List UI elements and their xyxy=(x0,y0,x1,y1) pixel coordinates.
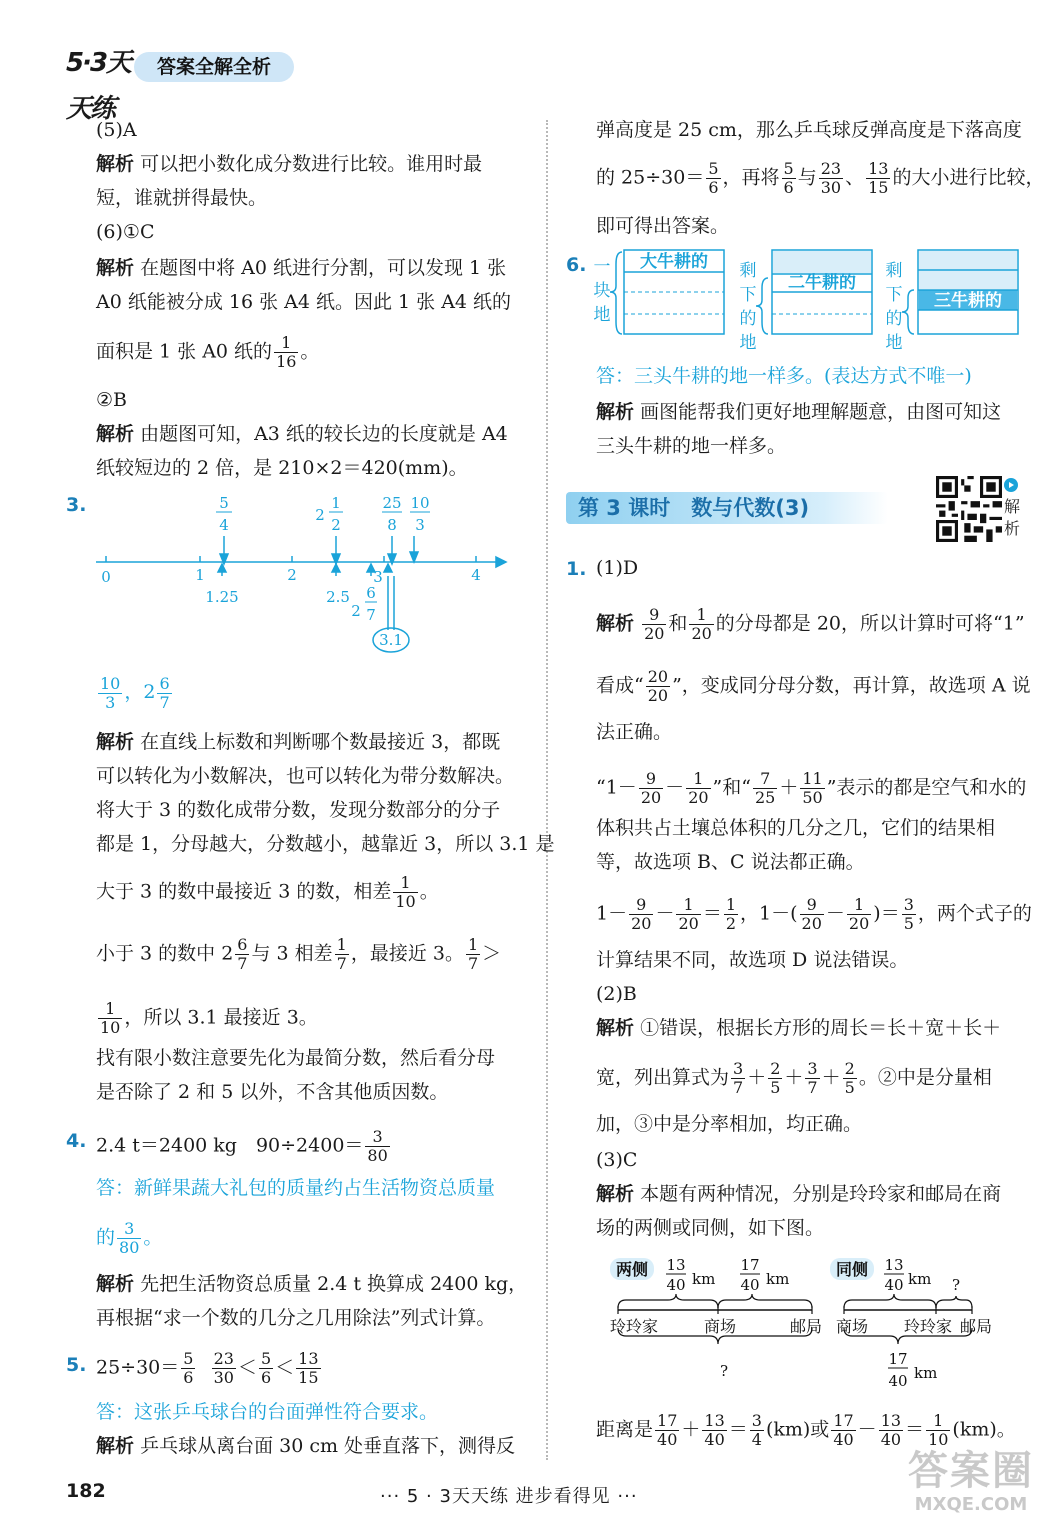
text: ①错误，根据长方形的周长＝长＋宽＋长＋ xyxy=(640,1017,1002,1039)
answer-3: $\frac{10}{3}$ ，2 $\frac{6}{7}$ xyxy=(100,673,170,712)
text: 在题图中将 A0 纸进行分割，可以发现 1 张 xyxy=(140,257,507,279)
analysis-2-5-l1 xyxy=(96,152,482,176)
header-title: 答案全解全析 xyxy=(134,52,294,82)
text: 乒乓球从离台面 30 cm 处垂直落下，测得反 xyxy=(140,1435,516,1457)
side-text: 下 xyxy=(739,285,757,305)
analysis-2-6-l1 xyxy=(96,256,506,280)
fraction: $\frac{5}{6}$ xyxy=(708,159,719,197)
footer-slogan: ··· 5 · 3天天练 进步看得见 ··· xyxy=(380,1486,638,1507)
analysis-3-l2: 可以转化为小数解决，也可以转化为带分数解决。 xyxy=(96,765,515,787)
label-10-3-d: 3 xyxy=(415,516,425,534)
side-text: 剩 xyxy=(739,261,757,281)
analysis-1-l8: 计算结果不同，故选项 D 说法错误。 xyxy=(596,949,909,971)
frac-n: 17 xyxy=(740,1256,760,1274)
q5-answer: 答：这张乒乓球台的台面弹性符合要求。 xyxy=(96,1401,439,1423)
fraction: $\frac{5}{6}$ xyxy=(183,1349,194,1387)
fraction: $\frac{1}{7}$ xyxy=(467,935,479,973)
analysis-6-l2: 三头牛耕的地一样多。 xyxy=(596,435,787,457)
label-2-1-2-d: 2 xyxy=(331,516,341,534)
fraction: $\frac{23}{30}$ xyxy=(820,159,842,197)
q5-cont-l3: 即可得出答案。 xyxy=(596,215,730,237)
q4-calc: 2.4 t＝2400 kg 90÷2400＝ $\frac{3}{80}$ xyxy=(96,1127,388,1165)
label-10-3-n: 10 xyxy=(410,494,430,512)
place-label: 玲玲家 xyxy=(904,1317,953,1336)
text: 可以把小数化成分数进行比较。谁用时最 xyxy=(140,153,483,175)
fraction: $\frac{9}{20}$ xyxy=(644,605,665,643)
fraction: $\frac{3}{80}$ xyxy=(119,1219,140,1257)
fraction: $\frac{6}{7}$ xyxy=(159,673,170,712)
question-number-1: 1. xyxy=(566,558,587,580)
analysis-1-l7: 1－ $\frac{9}{20}$ － $\frac{1}{20}$ ＝ $\frac{1}{2}$ ，1－( $\frac{9}{20}$ － $\frac{1}{20}$ )＝ $\frac{3}{5}$ ，两个式子的 xyxy=(596,895,1032,933)
fraction: $\frac{3}{5}$ xyxy=(903,895,914,933)
fraction: $\frac{23}{30}$ xyxy=(213,1349,234,1387)
text: 画图能帮我们更好地理解题意，由图可知这 xyxy=(640,401,1002,423)
analysis-3-l3: 将大于 3 的数化成带分数，发现分数部分的分子 xyxy=(96,799,501,821)
question-number-5: 5. xyxy=(66,1354,87,1376)
fraction: $\frac{3}{7}$ xyxy=(807,1059,818,1097)
side-text: 的 xyxy=(885,309,903,329)
label-2-6-7-d: 7 xyxy=(366,606,376,624)
analysis-tag: 解析 xyxy=(96,731,135,753)
fraction: $\frac{1}{10}$ xyxy=(928,1411,949,1449)
watermark-small: MXQE.COM xyxy=(914,1494,1028,1515)
qr-label: 解析 xyxy=(1004,497,1021,538)
box1-label: 大牛耕的 xyxy=(640,252,708,272)
analysis-6-l1 xyxy=(596,400,1001,424)
analysis-tag: 解析 xyxy=(596,1017,635,1039)
analysis-1-l5: 体积共占土壤总体积的几分之几，它们的结果相 xyxy=(596,817,996,839)
label-2-1-2-whole: 2 xyxy=(315,506,325,524)
side-text: 块 xyxy=(593,281,611,301)
question-mark: ? xyxy=(951,1276,961,1294)
q5-calc: 25÷30＝ $\frac{5}{6}$ $\frac{23}{30}$ ＜ $\frac{5}{6}$ ＜ $\frac{13}{15}$ xyxy=(96,1349,319,1387)
fraction: $\frac{5}{6}$ xyxy=(783,159,794,197)
fraction: $\frac{13}{40}$ xyxy=(704,1411,725,1449)
fraction: $\frac{1}{16}$ xyxy=(276,333,297,371)
analysis-tag: 解析 xyxy=(596,401,635,423)
fraction: $\frac{5}{6}$ xyxy=(260,1349,272,1387)
analysis-1-l4: “1－ $\frac{9}{20}$ － $\frac{1}{20}$ ”和“ $\frac{7}{25}$ ＋ $\frac{11}{50}$ ”表示的都是空气和水的 xyxy=(596,769,1027,807)
fraction: $\frac{1}{20}$ xyxy=(678,895,699,933)
q4-answer-l2: 的 $\frac{3}{80}$ 。 xyxy=(96,1219,163,1257)
fraction: $\frac{10}{3}$ xyxy=(100,673,121,712)
tick-0: 0 xyxy=(101,568,111,586)
place-label: 商场 xyxy=(836,1317,869,1336)
label-2-6-7-n: 6 xyxy=(366,584,376,602)
fraction: $\frac{1}{20}$ xyxy=(848,895,870,933)
analysis-tag: 解析 xyxy=(596,1183,635,1205)
analysis-1-l3: 法正确。 xyxy=(596,721,673,743)
fraction: $\frac{9}{20}$ xyxy=(801,895,822,933)
text: 先把生活物资总质量 2.4 t 换算成 2400 kg， xyxy=(140,1273,528,1295)
analysis-2-5-l2: 短，谁就拼得最快。 xyxy=(96,187,268,209)
q4-answer-l1: 答：新鲜果蔬大礼包的质量约占生活物资总质量 xyxy=(96,1177,496,1199)
analysis-1-l13: 场的两侧或同侧，如下图。 xyxy=(596,1217,825,1239)
unit-km: km xyxy=(914,1364,938,1382)
brand-logo: 5·3天天练 xyxy=(66,48,131,124)
fraction: $\frac{3}{80}$ xyxy=(367,1127,388,1165)
box2-label: 二牛耕的 xyxy=(788,273,856,293)
text: 面积是 1 张 A0 纸的 xyxy=(96,340,273,363)
box3-label: 三牛耕的 xyxy=(934,291,1002,311)
place-label: 邮局 xyxy=(790,1317,823,1336)
watermark xyxy=(896,1448,1046,1526)
fraction: $\frac{3}{7}$ xyxy=(733,1059,744,1097)
analysis-3-l6: 小于 3 的数中 2 $\frac{6}{7}$ 与 3 相差 $\frac{1}{7}$ ，最接近 3。 $\frac{1}{7}$ ＞ xyxy=(96,935,502,973)
fraction: $\frac{13}{15}$ xyxy=(298,1349,319,1387)
fraction: $\frac{1}{7}$ xyxy=(336,935,347,973)
analysis-2-6-l3: 面积是 1 张 A0 纸的 $\frac{1}{16}$ 。 xyxy=(96,333,320,371)
qr-code[interactable] xyxy=(936,476,1002,542)
analysis-2-6-l5: 纸较短边的 2 倍，是 210×2＝420(mm)。 xyxy=(96,457,468,479)
place-label: 商场 xyxy=(704,1317,737,1336)
frac-d: 40 xyxy=(884,1276,904,1294)
fraction: $\frac{1}{10}$ xyxy=(100,999,121,1037)
side-text: 一 xyxy=(593,257,611,277)
question-mark: ? xyxy=(719,1362,729,1380)
fraction: $\frac{6}{7}$ xyxy=(237,935,248,973)
analysis-tag: 解析 xyxy=(596,612,635,635)
label-3-1: 3.1 xyxy=(379,631,403,649)
label-2-6-7-whole: 2 xyxy=(351,602,361,620)
side-text: 地 xyxy=(885,333,903,353)
label-2-1-2-n: 1 xyxy=(331,494,341,512)
text: 由题图可知，A3 纸的较长边的长度就是 A4 xyxy=(140,423,508,445)
frac-n: 17 xyxy=(888,1350,908,1368)
tick-4: 4 xyxy=(471,566,481,584)
fraction: $\frac{1}{20}$ xyxy=(691,605,712,643)
fraction: $\frac{13}{40}$ xyxy=(880,1411,902,1449)
fraction: $\frac{2}{5}$ xyxy=(770,1059,781,1097)
question-number-6: 6. xyxy=(566,254,587,276)
analysis-2-6-l2: A0 纸能被分成 16 张 A4 纸。因此 1 张 A4 纸的 xyxy=(96,291,512,313)
analysis-tag: 解析 xyxy=(96,423,135,445)
play-icon[interactable] xyxy=(1004,478,1018,492)
analysis-1-l12 xyxy=(596,1182,1001,1206)
analysis-tag: 解析 xyxy=(96,1273,135,1295)
fraction: $\frac{1}{10}$ xyxy=(395,873,416,911)
side-text: 下 xyxy=(885,285,903,305)
answer-2-5: (5)A xyxy=(96,119,137,141)
label-25-8-d: 8 xyxy=(387,516,397,534)
number-line-figure xyxy=(88,490,518,660)
analysis-1-l14: 距离是 $\frac{17}{40}$ ＋ $\frac{13}{40}$ ＝ $\frac{3}{4}$ (km)或 $\frac{17}{40}$ － $\frac{13}{40}$ ＝ $\frac{1}{10}$ (km)。 xyxy=(596,1411,1016,1449)
tick-1: 1 xyxy=(195,566,205,584)
analysis-4-l1 xyxy=(96,1272,527,1296)
unit-km: km xyxy=(766,1270,790,1288)
q6-answer: 答：三头牛耕的地一样多。(表达方式不唯一) xyxy=(596,365,972,387)
frac-d: 40 xyxy=(740,1276,760,1294)
label-25-8-n: 25 xyxy=(382,494,402,512)
tick-2: 2 xyxy=(287,566,297,584)
analysis-3-l5: 大于 3 的数中最接近 3 的数，相差 $\frac{1}{10}$ 。 xyxy=(96,873,439,911)
question-number-3: 3. xyxy=(66,494,87,516)
answer-2-6-1: (6)①C xyxy=(96,221,155,243)
fraction: $\frac{2}{5}$ xyxy=(844,1059,855,1097)
distance-diagram xyxy=(604,1250,1024,1400)
fraction: $\frac{9}{20}$ xyxy=(631,895,652,933)
analysis-3-l4: 都是 1，分母越大，分数越小，越靠近 3，所以 3.1 是 xyxy=(96,833,555,855)
tick-3: 3 xyxy=(373,568,383,586)
fraction: $\frac{17}{40}$ xyxy=(657,1411,678,1449)
label-2-5: 2.5 xyxy=(326,588,350,606)
analysis-3-l7: $\frac{1}{10}$ ，所以 3.1 最接近 3。 xyxy=(100,999,318,1037)
unit-km: km xyxy=(908,1270,932,1288)
question-number-4: 4. xyxy=(66,1130,87,1152)
fraction: $\frac{7}{25}$ xyxy=(754,769,776,807)
analysis-1-l1: 解析 $\frac{9}{20}$ 和 $\frac{1}{20}$ 的分母都是 20，所以计算时可将“1” xyxy=(596,605,1025,643)
q5-cont-l1: 弹高度是 25 cm，那么乒乓球反弹高度是下落高度 xyxy=(596,119,1022,141)
place-label: 玲玲家 xyxy=(610,1317,659,1336)
analysis-4-l2: 再根据“求一个数的几分之几用除法”列式计算。 xyxy=(96,1307,496,1329)
fraction: $\frac{20}{20}$ xyxy=(647,667,669,705)
analysis-3-l8: 找有限小数注意要先化为最简分数，然后看分母 xyxy=(96,1047,496,1069)
lesson-heading: 第 3 课时 数与代数(3) xyxy=(566,492,888,524)
place-label: 邮局 xyxy=(960,1317,993,1336)
tag-same-side: 同侧 xyxy=(835,1260,869,1279)
analysis-5-l1 xyxy=(96,1434,515,1458)
text: 在直线上标数和判断哪个数最接近 3，都既 xyxy=(140,731,501,753)
analysis-3-l9: 是否除了 2 和 5 以外，不含其他质因数。 xyxy=(96,1081,449,1103)
answer-2-6-2: ②B xyxy=(96,389,127,411)
analysis-tag: 解析 xyxy=(96,153,135,175)
frac-d: 40 xyxy=(888,1372,908,1390)
side-text: 地 xyxy=(739,333,757,353)
page-number: 182 xyxy=(66,1480,106,1502)
side-text: 地 xyxy=(593,305,611,325)
fraction: $\frac{11}{50}$ xyxy=(802,769,823,807)
answer-1-2: (2)B xyxy=(596,983,637,1005)
watermark-big: 答案圈 xyxy=(908,1448,1034,1494)
label-1-25: 1.25 xyxy=(205,588,239,606)
analysis-tag: 解析 xyxy=(96,1435,135,1457)
analysis-1-l6: 等，故选项 B、C 说法都正确。 xyxy=(596,851,865,873)
fraction: $\frac{1}{2}$ xyxy=(725,895,737,933)
q5-cont-l2: 的 25÷30＝ $\frac{5}{6}$ ，再将 $\frac{5}{6}$ 与 $\frac{23}{30}$ 、 $\frac{13}{15}$ 的大小进行比较， xyxy=(596,159,1045,197)
label-5-4-n: 5 xyxy=(219,494,229,512)
analysis-1-l2: 看成“ $\frac{20}{20}$ ”，变成同分母分数，再计算，故选项 A 说 xyxy=(596,667,1031,705)
answer-1-1: (1)D xyxy=(596,557,639,579)
frac-n: 13 xyxy=(666,1256,686,1274)
land-division-diagram xyxy=(588,246,1028,356)
analysis-3-l1 xyxy=(96,730,500,754)
analysis-1-l9 xyxy=(596,1016,1001,1040)
fraction: $\frac{3}{4}$ xyxy=(751,1411,762,1449)
frac-d: 40 xyxy=(666,1276,686,1294)
fraction: $\frac{1}{20}$ xyxy=(688,769,709,807)
unit-km: km xyxy=(692,1270,716,1288)
answer-1-3: (3)C xyxy=(596,1149,638,1171)
fraction: $\frac{9}{20}$ xyxy=(640,769,662,807)
analysis-1-l11: 加，③中是分率相加，均正确。 xyxy=(596,1113,863,1135)
label-5-4-d: 4 xyxy=(219,516,229,534)
analysis-1-l10: 宽，列出算式为 $\frac{3}{7}$ ＋ $\frac{2}{5}$ ＋ $\frac{3}{7}$ ＋ $\frac{2}{5}$ 。②中是分量相 xyxy=(596,1059,992,1097)
side-text: 剩 xyxy=(885,261,903,281)
tag-both-sides: 两侧 xyxy=(615,1260,649,1279)
analysis-2-6-l4 xyxy=(96,422,508,446)
analysis-tag: 解析 xyxy=(96,257,135,279)
side-text: 的 xyxy=(739,309,757,329)
fraction: $\frac{17}{40}$ xyxy=(833,1411,854,1449)
frac-n: 13 xyxy=(884,1256,904,1274)
text: 本题有两种情况，分别是玲玲家和邮局在商 xyxy=(640,1183,1002,1205)
column-divider xyxy=(546,120,548,1460)
fraction: $\frac{13}{15}$ xyxy=(868,159,889,197)
